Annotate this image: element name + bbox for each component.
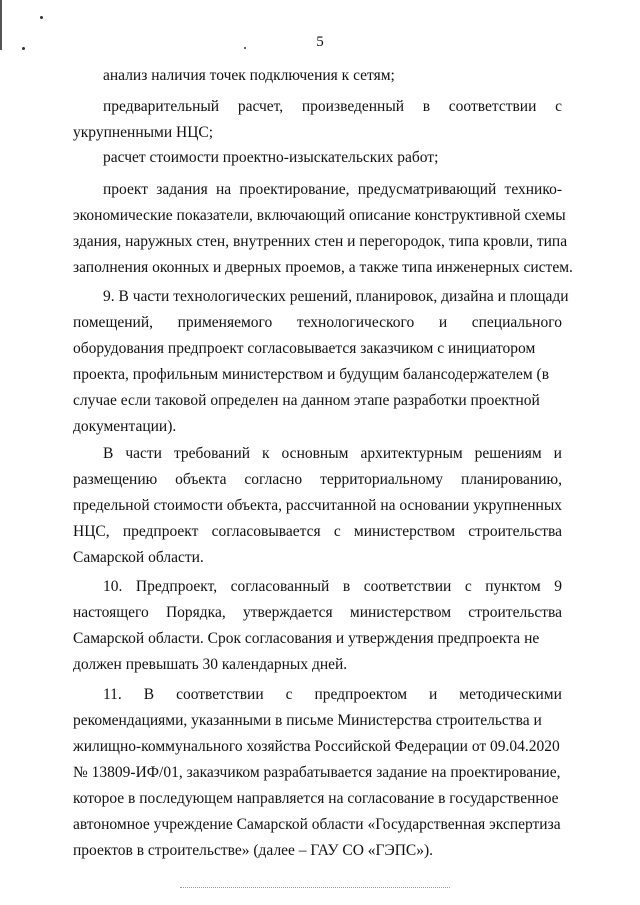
- word: архитектурным: [360, 445, 463, 462]
- word: 10.: [103, 578, 123, 595]
- word: части: [125, 445, 162, 462]
- text-line: автономное учреждение Самарской области «Государственная экспертиза: [73, 816, 561, 833]
- word: решениям: [474, 445, 542, 462]
- word: планированию,: [460, 471, 562, 488]
- scan-speck: [40, 16, 43, 19]
- text-line: расчет стоимости проектно-изыскательских работ;: [103, 149, 439, 166]
- word: объекта: [175, 471, 227, 488]
- word: с: [285, 686, 293, 703]
- word: В: [103, 445, 114, 462]
- word: соответствии: [363, 578, 452, 595]
- word: проект: [103, 181, 148, 198]
- word: соответствии: [448, 98, 537, 115]
- word: технологического: [296, 314, 415, 331]
- word: строительства: [468, 523, 562, 540]
- word: требований: [173, 445, 251, 462]
- word: министерством: [349, 604, 451, 621]
- word: к: [262, 445, 270, 462]
- text-line: анализ наличия точек подключения к сетям;: [103, 67, 395, 84]
- text-line: должен превышать 30 календарных дней.: [73, 656, 348, 673]
- page-number: 5: [316, 34, 324, 50]
- text-line: проектов в строительстве» (далее – ГАУ СО «ГЭПС»).: [73, 842, 434, 859]
- word: методическими: [459, 686, 562, 703]
- text-line: случае если таковой определен на данном этапе разработки проектной: [73, 392, 540, 409]
- text-line: [73, 313, 562, 333]
- word: предпроектом: [314, 686, 408, 703]
- text-line: [103, 685, 562, 705]
- word: проектирование,: [239, 181, 350, 198]
- text-line: [73, 522, 562, 542]
- text-line: Самарской области.: [73, 549, 204, 566]
- word: строительства: [468, 604, 562, 621]
- word: согласовывается: [211, 523, 321, 540]
- word: основным: [281, 445, 349, 462]
- text-line: Самарской области. Срок согласования и утверждения предпроекта не: [73, 630, 540, 647]
- word: с: [555, 98, 562, 115]
- text-line: рекомендациями, указанными в письме Министерства строительства и: [73, 712, 542, 729]
- word: согласно: [244, 471, 303, 488]
- word: Предпроект,: [135, 578, 218, 595]
- word: с: [333, 523, 341, 540]
- word: расчет,: [237, 98, 284, 115]
- text-line: оборудования предпроект согласовывается заказчиком с инициатором: [73, 340, 536, 357]
- word: В: [143, 686, 155, 703]
- word: настоящего: [73, 604, 149, 621]
- text-line: предельной стоимости объекта, рассчитанной на основании укрупненных: [73, 497, 563, 514]
- text-line: [73, 470, 562, 490]
- word: помещений,: [73, 314, 154, 331]
- word: и: [429, 686, 438, 703]
- text-line: которое в последующем направляется на согласование в государственное: [73, 790, 559, 807]
- text-line: жилищно-коммунального хозяйства Российской Федерации от 09.04.2020: [73, 738, 560, 755]
- word: согласованный: [230, 578, 330, 595]
- word: предпроект: [122, 523, 199, 540]
- text-line: экономические показатели, включающий описание конструктивной схемы: [73, 207, 566, 224]
- word: произведенный: [301, 98, 405, 115]
- text-line: № 13809-ИФ/01, заказчиком разрабатывается задание на проектирование,: [73, 764, 561, 781]
- word: министерством: [353, 523, 456, 540]
- text-line: укрупненными НЦС;: [73, 124, 214, 141]
- text-line: [73, 603, 562, 623]
- word: предусматривающий: [357, 181, 497, 198]
- word: и: [438, 314, 448, 331]
- word: 9: [554, 578, 562, 595]
- text-line: здания, наружных стен, внутренних стен и перегородок, типа кровли, типа: [73, 233, 568, 250]
- word: в: [422, 98, 431, 115]
- word: 11.: [103, 686, 122, 703]
- text-line: заполнения оконных и дверных проемов, а также типа инженерных систем.: [73, 259, 573, 276]
- text-line: [103, 97, 562, 117]
- word: территориальному: [320, 471, 444, 488]
- text-line: документации).: [73, 418, 177, 435]
- word: технико-: [504, 181, 562, 198]
- word: пунктом: [485, 578, 541, 595]
- word: применяемого: [177, 314, 273, 331]
- word: задания: [156, 181, 208, 198]
- word: с: [464, 578, 472, 595]
- text-line: [103, 180, 562, 200]
- text-line: проекта, профильным министерством и будущим балансодержателем (в: [73, 366, 550, 383]
- word: предварительный: [103, 98, 220, 115]
- word: размещению: [73, 471, 158, 488]
- word: НЦС,: [73, 523, 110, 540]
- text-line: [103, 444, 562, 464]
- word: и: [553, 445, 562, 462]
- word: соответствии: [176, 686, 264, 703]
- word: в: [342, 578, 351, 595]
- text-line: [103, 577, 562, 597]
- text-line: 9. В части технологических решений, планировок, дизайна и площади: [103, 288, 569, 305]
- word: Порядка,: [165, 604, 226, 621]
- scan-noise: [180, 887, 450, 890]
- word: специального: [471, 314, 562, 331]
- word: на: [215, 181, 232, 198]
- word: утверждается: [242, 604, 333, 621]
